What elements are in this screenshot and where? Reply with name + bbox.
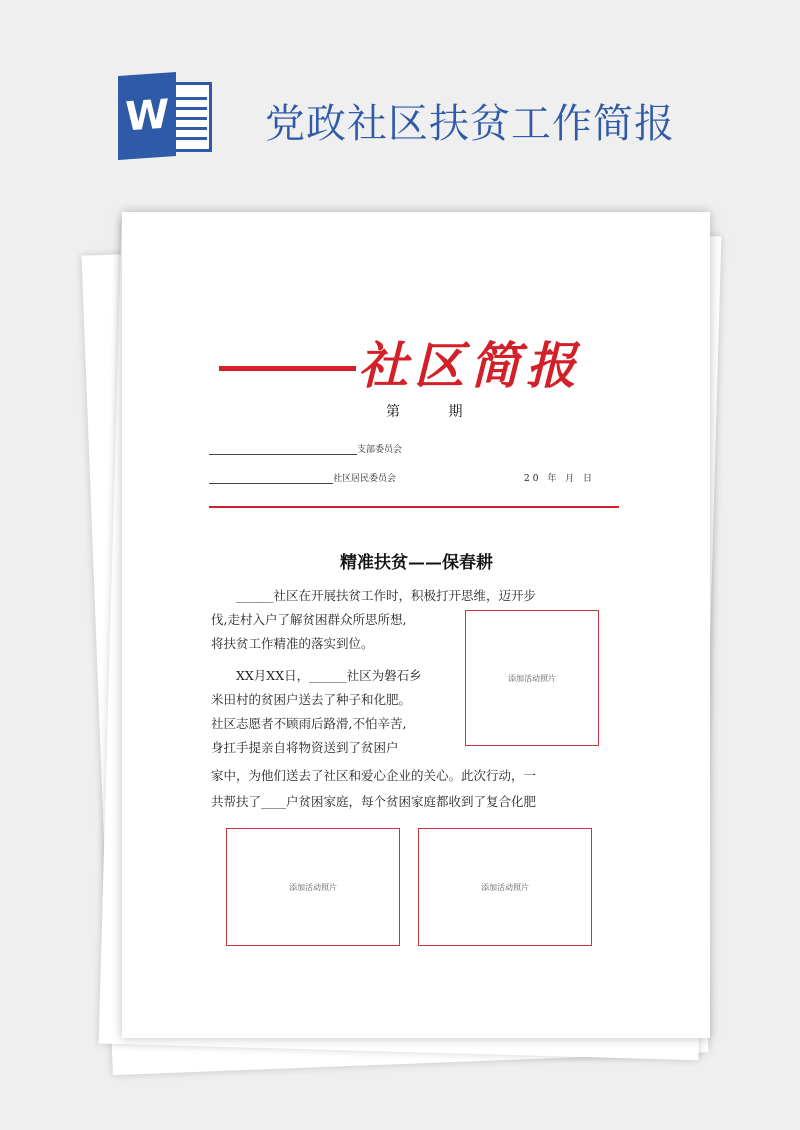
photo-placeholder-label: 添加活动照片	[508, 673, 556, 683]
paragraph-line: 共帮扶了____户贫困家庭，每个贫困家庭都收到了复合化肥	[211, 794, 537, 809]
document-page	[122, 212, 710, 1038]
date-line: 20 年 月 日	[524, 474, 596, 484]
masthead-bar	[219, 366, 356, 371]
photo-placeholder-label: 添加活动照片	[481, 882, 529, 892]
issue-number: 第 期	[386, 404, 485, 420]
photo-placeholder[interactable]	[418, 828, 592, 946]
word-icon	[118, 74, 214, 158]
photo-placeholder-label: 添加活动照片	[289, 882, 337, 892]
divider	[209, 506, 619, 508]
masthead-title: 社区简报	[358, 336, 582, 395]
page-title: 党政社区扶贫工作简报	[265, 101, 675, 147]
paragraph-line: 社区志愿者不顾雨后路滑,不怕辛苦,	[211, 716, 407, 731]
paragraph-line: 身扛手提亲自将物资送到了贫困户	[211, 740, 399, 755]
paragraph-line: 米田村的贫困户送去了种子和化肥。	[211, 692, 412, 707]
paragraph-line: 将扶贫工作精准的落实到位。	[211, 636, 374, 651]
committee-line: 支部委员会	[209, 442, 402, 455]
paragraph-line: 伐,走村入户了解贫困群众所思所想,	[211, 612, 407, 627]
paragraph-line: ______社区在开展扶贫工作时，积极打开思维，迈开步	[236, 588, 537, 603]
photo-placeholder[interactable]	[465, 610, 599, 746]
paragraph-line: XX月XX日，______社区为磐石乡	[236, 668, 422, 683]
resident-line: 社区居民委员会	[209, 471, 396, 484]
paragraph-line: 家中，为他们送去了社区和爱心企业的关心。此次行动，一	[211, 768, 537, 783]
photo-placeholder[interactable]	[226, 828, 400, 946]
word-icon-letter: W	[118, 72, 176, 160]
banner	[0, 0, 800, 200]
article-title: 精准扶贫——保春耕	[340, 553, 493, 573]
